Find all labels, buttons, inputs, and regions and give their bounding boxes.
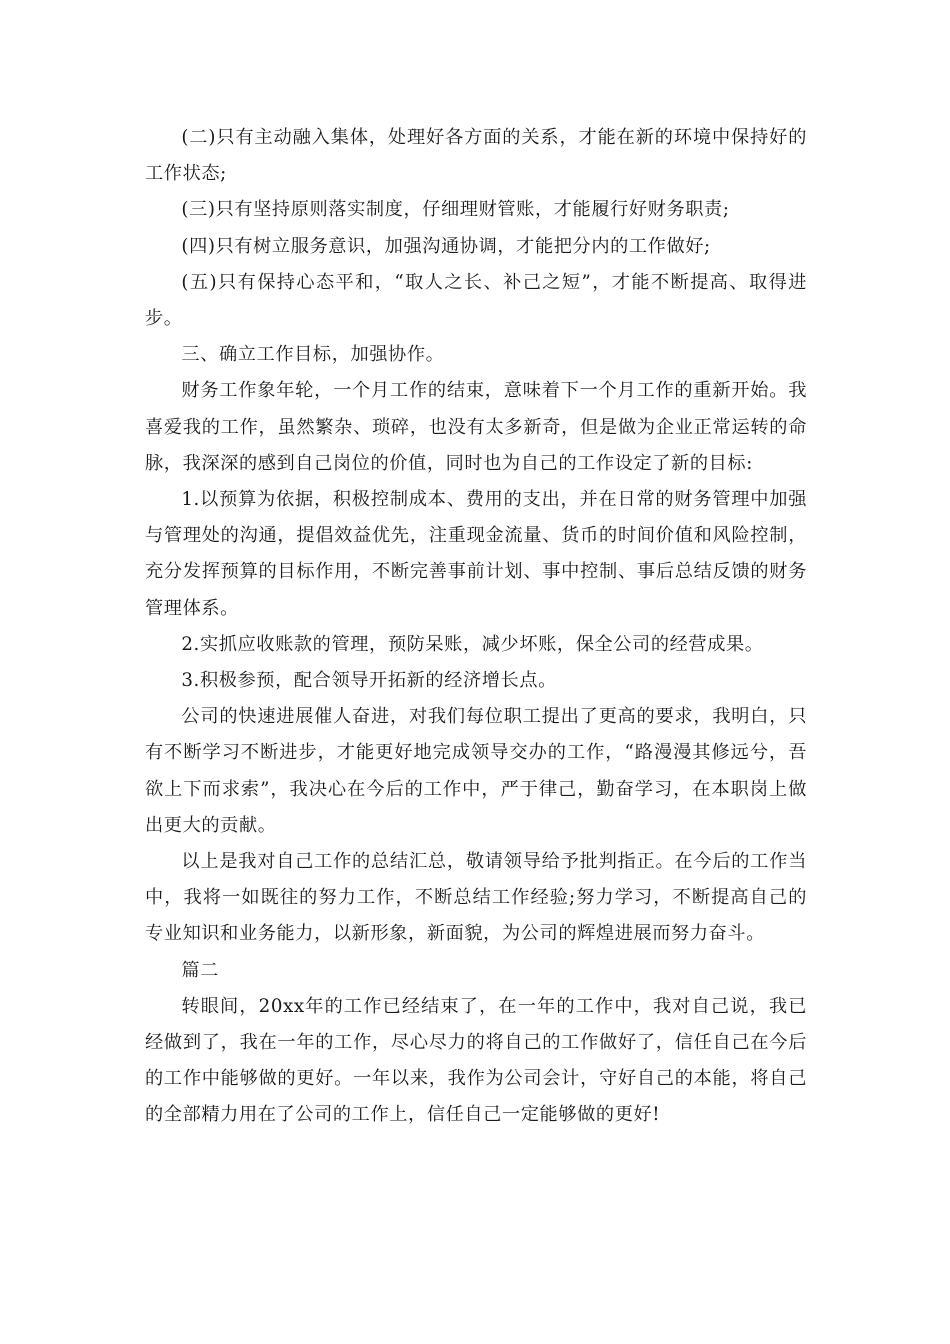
paragraph-item-4: (四)只有树立服务意识，加强沟通协调，才能把分内的工作做好; xyxy=(181,235,711,257)
section-heading-3: 三、确立工作目标，加强协作。 xyxy=(181,344,445,366)
paragraph-resolve: 公司的快速进展催人奋进，对我们每位职工提出了更高的要求，我明白，只有不断学习不断进步，才能更好地完成领导交办的工作，“路漫漫其修远兮，吾欲上下而求索”，我决心在今后的工作中，严于律己，勤奋学习，在本职岗上做出更大的贡献。 xyxy=(145,706,807,836)
paragraph-part-two-intro: 转眼间，20xx年的工作已经结束了，在一年的工作中，我对自己说，我已经做到了，我在一年的工作，尽心尽力的将自己的工作做好了，信任自己在今后的工作中能够做的更好。一年以来，我作为公司会计，守好自己的本能，将自己的全部精力用在了公司的工作上，信任自己一定能够做的更好! xyxy=(145,995,807,1126)
paragraph-item-5: (五)只有保持心态平和，“取人之长、补己之短”，才能不断提高、取得进步。 xyxy=(145,271,807,330)
paragraph-item-2: (二)只有主动融入集体，处理好各方面的关系，才能在新的环境中保持好的工作状态; xyxy=(145,127,807,185)
paragraph-summary: 以上是我对自己工作的总结汇总，敬请领导给予批判指正。在今后的工作当中，我将一如既往的努力工作，不断总结工作经验;努力学习，不断提高自己的专业知识和业务能力，以新形象，新面貌，为公司的辉煌进展而努力奋斗。 xyxy=(145,851,807,945)
goal-item-2: 2.实抓应收账款的管理，预防呆账，减少坏账，保全公司的经营成果。 xyxy=(181,633,764,655)
goal-item-3: 3.积极参预，配合领导开拓新的经济增长点。 xyxy=(181,670,557,692)
goal-item-1: 1.以预算为依据，积极控制成本、费用的支出，并在日常的财务管理中加强与管理处的沟通，提倡效益优先，注重现金流量、货币的时间价值和风险控制，充分发挥预算的目标作用，不断完善事前计划、事中控制、事后总结反馈的财务管理体系。 xyxy=(145,489,807,619)
document-body xyxy=(145,120,807,1134)
section-title-part-two: 篇二 xyxy=(181,959,219,981)
paragraph-intro: 财务工作象年轮，一个月工作的结束，意味着下一个月工作的重新开始。我喜爱我的工作，虽然繁杂、琐碎，也没有太多新奇，但是做为企业正常运转的命脉，我深深的感到自己岗位的价值，同时也为自己的工作设定了新的目标: xyxy=(145,380,807,474)
paragraph-item-3: (三)只有坚持原则落实制度，仔细理财管账，才能履行好财务职责; xyxy=(181,199,730,221)
